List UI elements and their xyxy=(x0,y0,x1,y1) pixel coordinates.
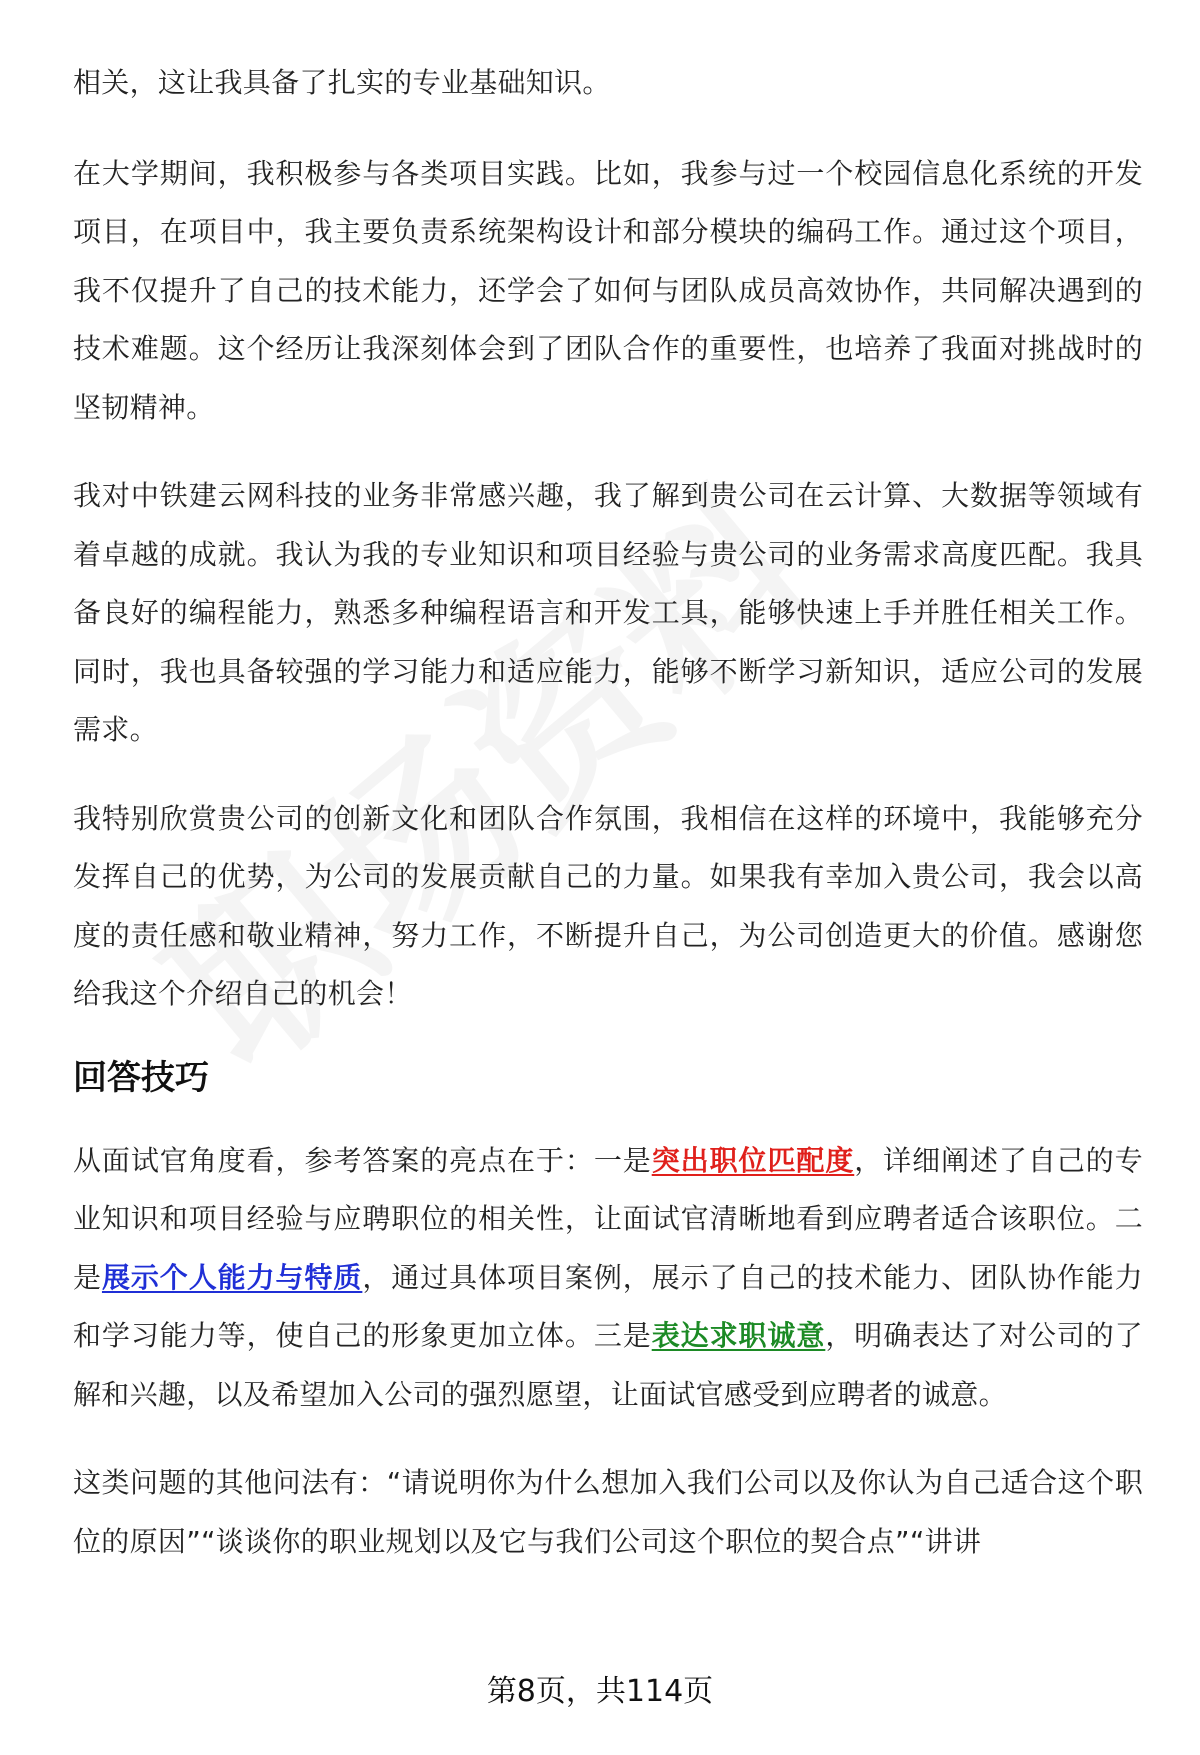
tips-text-1: 从面试官角度看，参考答案的亮点在于：一是 xyxy=(73,1143,652,1177)
paragraph-1: 相关，这让我具备了扎实的专业基础知识。 xyxy=(73,66,611,99)
page-number: 第8页，共114页 xyxy=(486,1674,714,1709)
highlight-sincerity: 表达求职诚意 xyxy=(651,1319,826,1352)
document-body xyxy=(73,54,1143,1601)
tips-paragraph xyxy=(73,1132,1143,1425)
paragraph-3: 我对中铁建云网科技的业务非常感兴趣，我了解到贵公司在云计算、大数据等领域有着卓越的成就。我认为我的专业知识和项目经验与贵公司的业务需求高度匹配。我具备良好的编程能力，熟悉多种编程语言和开发工具，能够快速上手并胜任相关工作。同时，我也具备较强的学习能力和适应能力，能够不断学习新知识，适应公司的发展需求。 xyxy=(73,479,1143,746)
section-heading: 回答技巧 xyxy=(73,1057,209,1098)
other-questions-paragraph: 这类问题的其他问法有：“请说明你为什么想加入我们公司以及你认为自己适合这个职位的原因”“谈谈你的职业规划以及它与我们公司这个职位的契合点”“讲讲 xyxy=(73,1466,1143,1558)
tips-text-3: ，通过具体项目案例，展示了自己的技术能力、团队协作能力和学习能力等，使自己的形象更加立体。三是 xyxy=(73,1260,1143,1352)
tips-text-4: ，明确表达了对公司的了解和兴趣，以及希望加入公司的强烈愿望，让面试官感受到应聘者的诚意。 xyxy=(73,1319,1143,1411)
tips-text-2: ，详细阐述了自己的专业知识和项目经验与应聘职位的相关性，让面试官清晰地看到应聘者适合该职位。二是 xyxy=(73,1143,1143,1294)
highlight-personal-ability: 展示个人能力与特质 xyxy=(101,1260,363,1294)
paragraph-2: 在大学期间，我积极参与各类项目实践。比如，我参与过一个校园信息化系统的开发项目，在项目中，我主要负责系统架构设计和部分模块的编码工作。通过这个项目，我不仅提升了自己的技术能力，还学会了如何与团队成员高效协作，共同解决遇到的技术难题。这个经历让我深刻体会到了团队合作的重要性，也培养了我面对挑战时的坚韧精神。 xyxy=(73,156,1143,424)
paragraph-4: 我特别欣赏贵公司的创新文化和团队合作氛围，我相信在这样的环境中，我能够充分发挥自己的优势，为公司的发展贡献自己的力量。如果我有幸加入贵公司，我会以高度的责任感和敬业精神，努力工作，不断提升自己，为公司创造更大的价值。感谢您给我这个介绍自己的机会！ xyxy=(73,801,1143,1010)
highlight-job-match: 突出职位匹配度 xyxy=(651,1143,855,1177)
